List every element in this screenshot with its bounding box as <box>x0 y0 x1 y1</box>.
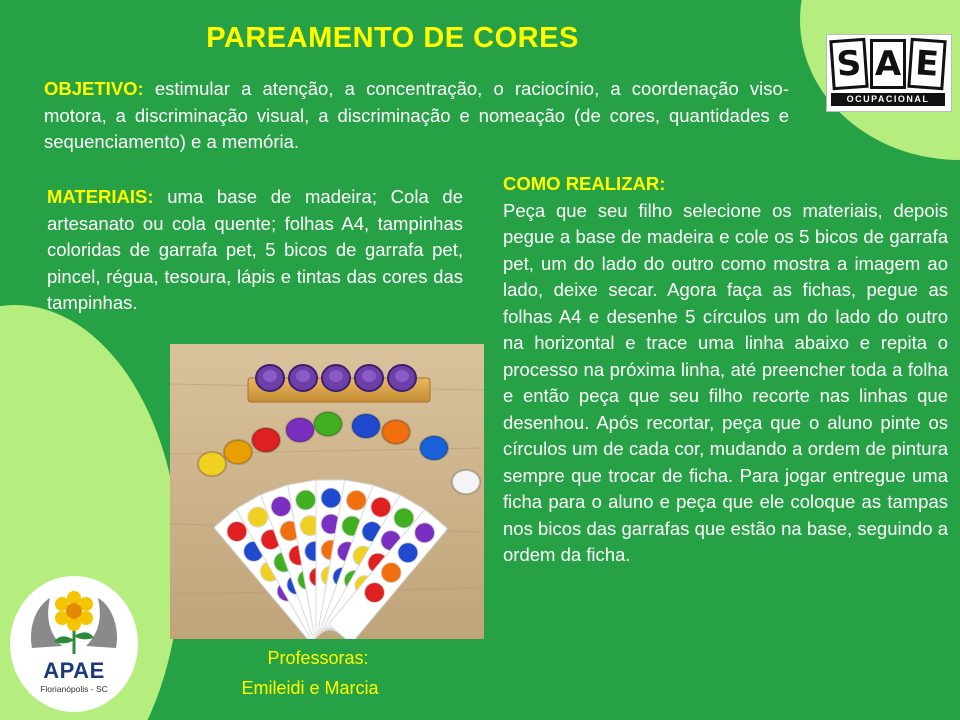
sae-logo-letters <box>831 39 945 89</box>
sae-letter-e: E <box>907 38 946 90</box>
objetivo-paragraph <box>44 76 789 156</box>
game-photo <box>170 344 484 639</box>
sae-letter-a: A <box>870 39 906 89</box>
sae-letter-s: S <box>829 38 868 90</box>
materiais-text: uma base de madeira; Cola de artesanato ou cola quente; folhas A4, tampinhas coloridas de garrafa pet, 5 bicos de garrafa pet, pincel, régua, tesoura, lápis e tintas das cores das tampinhas. <box>47 186 463 313</box>
professoras-names: Emileidi e Marcia <box>241 678 379 698</box>
sae-logo <box>826 34 952 112</box>
professoras-label: Professoras: <box>267 648 369 668</box>
como-realizar-label: COMO REALIZAR: <box>503 173 666 194</box>
game-photo-illustration <box>170 344 484 639</box>
apae-flower-hands-icon <box>10 576 138 662</box>
slide-title: PAREAMENTO DE CORES <box>206 22 579 54</box>
apae-logo-name: APAE <box>43 658 105 683</box>
como-realizar-text: Peça que seu filho selecione os materiais, depois pegue a base de madeira e cole os 5 bicos de garrafa pet, um do lado do outro como mostra a imagem ao lado, deixe secar. Agora faça as fichas, pegue as folhas A4 e desenhe 5 círculos um do lado do outro na horizontal e trace uma linha abaixo e repita o processo na próxima linha, até preencher toda a folha e então peça que seu filho recorte nas linhas que desenhou. Após recortar, peça que o aluno pinte os círculos um de cada cor, mudando a ordem de pintura sempre que trocar de ficha. Para jogar entregue uma ficha para o aluno e peça que ele coloque as tampas nos bicos das garrafas que estão na base, seguindo a ordem da ficha. <box>503 199 948 565</box>
objetivo-label: OBJETIVO: <box>44 78 144 99</box>
sae-logo-subtitle: OCUPACIONAL <box>831 93 945 106</box>
materiais-label: MATERIAIS: <box>47 186 154 207</box>
materiais-paragraph <box>47 184 463 317</box>
objetivo-text: estimular a atenção, a concentração, o raciocínio, a coordenação viso-motora, a discriminação visual, a discriminação e nomeação (de cores, quantidades e sequenciamento) e a memória. <box>44 78 789 152</box>
como-realizar-paragraph <box>503 171 948 569</box>
apae-logo-city: Florianópolis - SC <box>40 684 108 694</box>
